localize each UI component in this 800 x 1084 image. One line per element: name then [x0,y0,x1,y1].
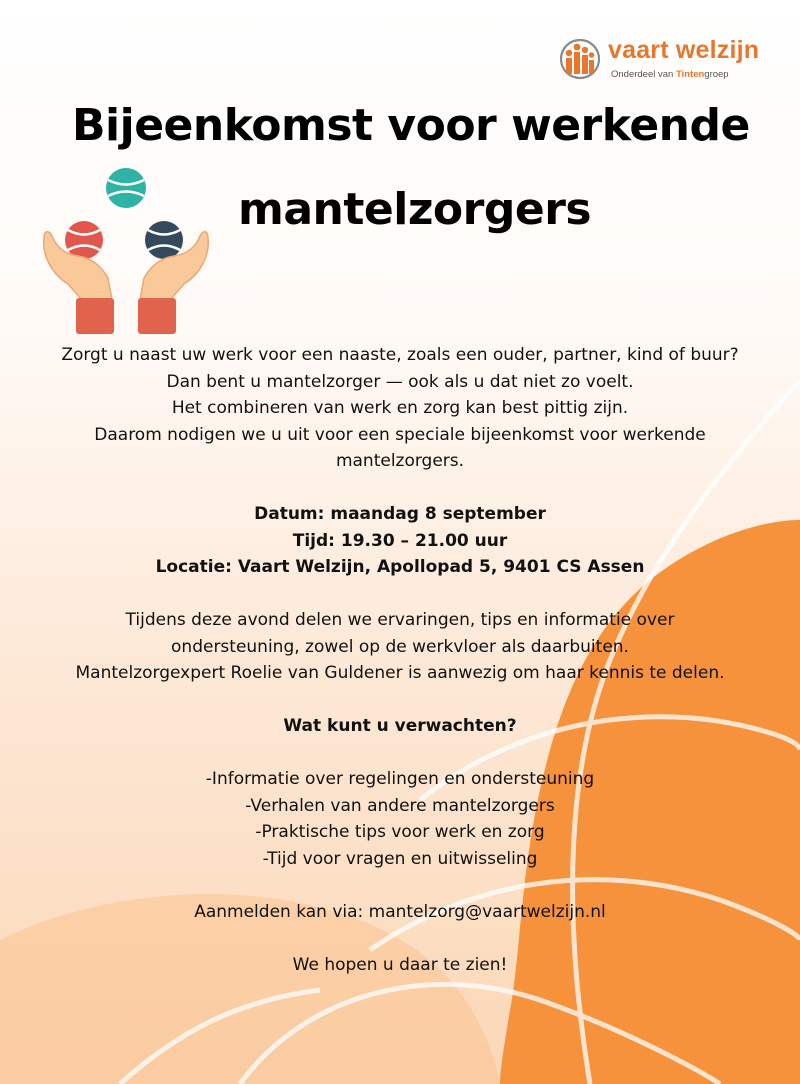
intro-line: Het combineren van werk en zorg kan best pittig zijn. [171,398,629,418]
logo-subtitle: Onderdeel van Tintengroep [611,69,729,80]
red-ball-icon [65,221,103,259]
description-line: Mantelzorgexpert Roelie van Guldener is aanwezig om haar kennis te delen. [75,663,725,683]
event-time: Tijd: 19.30 – 21.00 uur [292,530,508,551]
title-line-1: Bijeenkomst voor werkende [72,100,750,151]
intro-line: Dan bent u mantelzorger — ook als u dat niet zo voelt. [166,371,634,392]
expect-item: -Informatie over regelingen en ondersteuning [205,769,595,789]
juggling-hands-illustration [38,164,214,336]
logo-name: vaart welzijn [608,36,760,64]
expect-heading: Wat kunt u verwachten? [283,716,517,736]
description-line: ondersteuning, zowel op de werkvloer als daarbuiten. [171,636,629,657]
navy-ball-icon [145,221,183,259]
expect-item: -Praktische tips voor werk en zorg [255,822,545,842]
event-date: Datum: maandag 8 september [254,504,546,524]
intro-line: Daarom nodigen we u uit voor een speciale bijeenkomst voor werkende [94,424,706,445]
description-line: Tijdens deze avond delen we ervaringen, tips en informatie over [125,610,675,630]
title-line-2: mantelzorgers [238,184,592,235]
event-location: Locatie: Vaart Welzijn, Apollopad 5, 9401 CS Assen [155,557,645,577]
signup-line: Aanmelden kan via: mantelzorg@vaartwelzijn.nl [194,901,606,922]
intro-line: mantelzorgers. [335,451,465,471]
expect-item: -Tijd voor vragen en uitwisseling [262,848,538,869]
teal-ball-icon [106,168,146,208]
closing-line: We hopen u daar te zien! [292,954,508,975]
intro-line: Zorgt u naast uw werk voor een naaste, zoals een ouder, partner, kind of buur? [61,345,739,365]
vaart-welzijn-logo [558,36,778,86]
expect-item: -Verhalen van andere mantelzorgers [245,795,555,816]
flyer-body [20,342,780,978]
people-logo-icon [558,38,602,80]
